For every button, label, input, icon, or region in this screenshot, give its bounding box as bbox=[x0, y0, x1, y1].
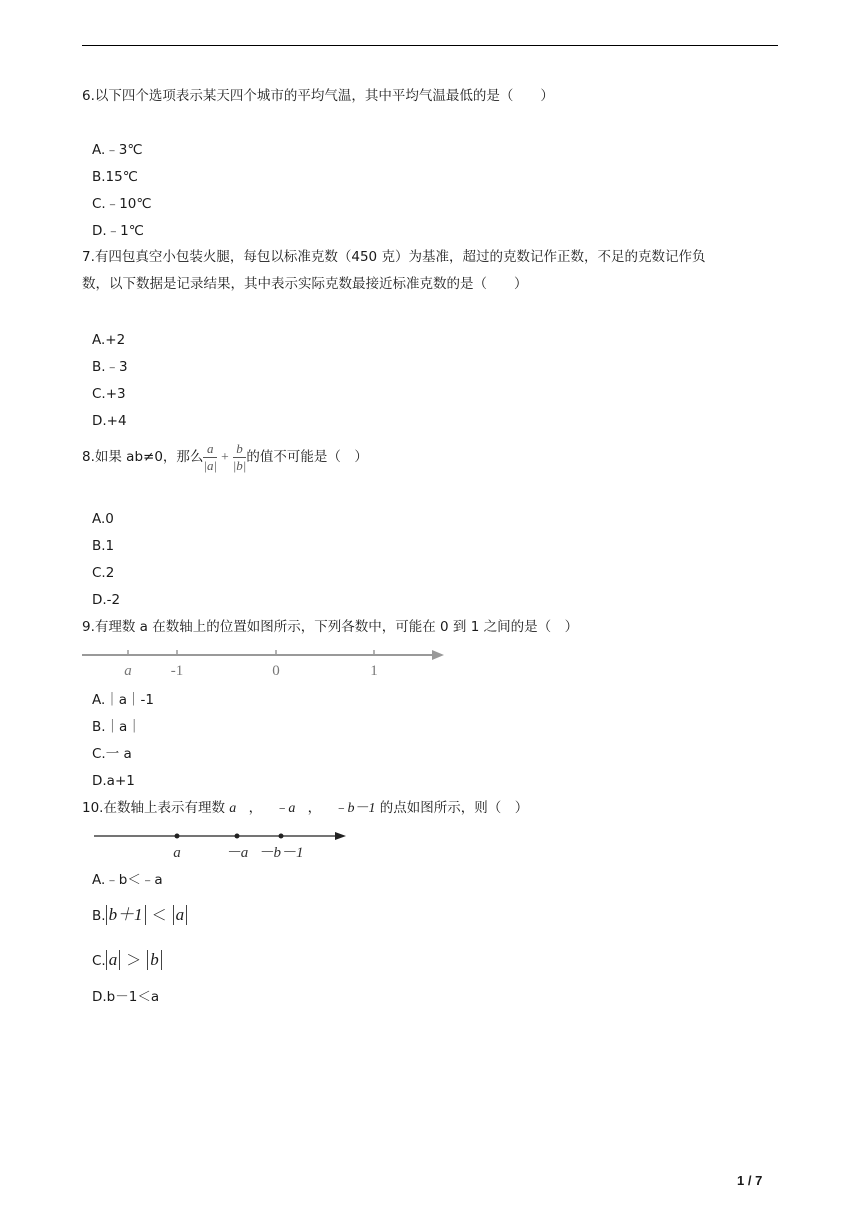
question-8-option-c: C.2 bbox=[92, 565, 115, 581]
header-rule bbox=[82, 45, 778, 46]
question-7-stem-line-1: 7.有四包真空小包装火腿，每包以标准克数（450 克）为基准，超过的克数记作正数，不足的克数记作负 bbox=[82, 249, 706, 265]
label-minus-1: -1 bbox=[170, 663, 184, 679]
fraction-a-over-abs-a bbox=[203, 442, 217, 473]
question-10-option-a: A.﹣b＜﹣a bbox=[92, 872, 163, 888]
abs-b: b bbox=[147, 950, 162, 970]
question-9-option-b: B.｜a｜ bbox=[92, 719, 141, 735]
question-10-stem bbox=[82, 798, 528, 819]
question-6-option-d: D.﹣1℃ bbox=[92, 223, 144, 239]
point-neg-b-minus-1 bbox=[279, 834, 284, 839]
question-8-stem-pre: 8.如果 ab≠0，那么 bbox=[82, 449, 204, 465]
question-9-number-line bbox=[80, 645, 446, 681]
page-number: 1 / 7 bbox=[737, 1173, 763, 1188]
question-9-stem: 9.有理数 a 在数轴上的位置如图所示，下列各数中，可能在 0 到 1 之间的是（ ） bbox=[82, 619, 579, 635]
fraction-1-numerator: a bbox=[207, 440, 214, 456]
question-6-stem: 6.以下四个选项表示某天四个城市的平均气温，其中平均气温最低的是（ ） bbox=[82, 88, 554, 104]
question-7-option-b: B.﹣3 bbox=[92, 359, 128, 375]
separator-2: ， bbox=[307, 800, 322, 816]
question-10-option-d: D.b－1＜a bbox=[92, 989, 160, 1005]
fraction-b-over-abs-b bbox=[233, 442, 247, 473]
label-0: 0 bbox=[272, 663, 280, 679]
abs-a: a bbox=[106, 950, 121, 970]
question-7-option-d: D.+4 bbox=[92, 413, 127, 429]
number-line-arrow bbox=[335, 832, 346, 840]
question-10-stem-pre: 10.在数轴上表示有理数 bbox=[82, 800, 225, 816]
fraction-2-numerator: b bbox=[236, 440, 243, 456]
question-8-option-b: B.1 bbox=[92, 538, 115, 554]
question-10-option-c bbox=[92, 949, 162, 973]
question-10-stem-post: 的点如图所示，则（ ） bbox=[379, 800, 529, 816]
var-neg-b-minus-1: ﹣b－1 bbox=[333, 801, 376, 816]
number-line-arrow bbox=[432, 650, 444, 660]
abs-b-plus-1: b＋1 bbox=[106, 905, 146, 925]
question-7-option-c: C.+3 bbox=[92, 386, 126, 402]
question-9-option-c: C.一 a bbox=[92, 746, 132, 762]
option-b-prefix: B. bbox=[92, 908, 106, 924]
label-a: a bbox=[173, 845, 181, 861]
fraction-1-denominator: |a| bbox=[203, 457, 218, 473]
greater-than-sign: ＞ bbox=[126, 953, 142, 969]
question-6-option-b: B.15℃ bbox=[92, 169, 138, 185]
fraction-2-denominator: |b| bbox=[232, 457, 247, 473]
point-neg-a bbox=[235, 834, 240, 839]
less-than-sign: ＜ bbox=[151, 908, 167, 924]
abs-a: a bbox=[173, 905, 188, 925]
question-7-stem-line-2: 数，以下数据是记录结果，其中表示实际克数最接近标准克数的是（ ） bbox=[82, 276, 528, 292]
label-a: a bbox=[124, 663, 132, 679]
option-c-prefix: C. bbox=[92, 953, 106, 969]
question-10-number-line bbox=[92, 826, 348, 862]
question-6-option-c: C.﹣10℃ bbox=[92, 196, 152, 212]
question-9-option-d: D.a+1 bbox=[92, 773, 135, 789]
question-10-option-b bbox=[92, 904, 187, 928]
point-a bbox=[175, 834, 180, 839]
question-8-stem-post: 的值不可能是（ ） bbox=[246, 449, 368, 465]
label-neg-a: －a bbox=[225, 845, 249, 861]
question-8-option-d: D.-2 bbox=[92, 592, 121, 608]
label-neg-b-minus-1: －b－1 bbox=[258, 845, 304, 861]
var-a: a bbox=[229, 801, 237, 816]
question-8-stem bbox=[82, 438, 368, 476]
label-1: 1 bbox=[370, 663, 378, 679]
separator-1: ， bbox=[248, 800, 263, 816]
question-8-option-a: A.0 bbox=[92, 511, 114, 527]
var-neg-a: ﹣a bbox=[274, 801, 296, 816]
question-6-option-a: A.﹣3℃ bbox=[92, 142, 143, 158]
question-9-option-a: A.｜a｜-1 bbox=[92, 692, 155, 708]
question-7-option-a: A.+2 bbox=[92, 332, 126, 348]
plus-sign: + bbox=[221, 449, 229, 464]
